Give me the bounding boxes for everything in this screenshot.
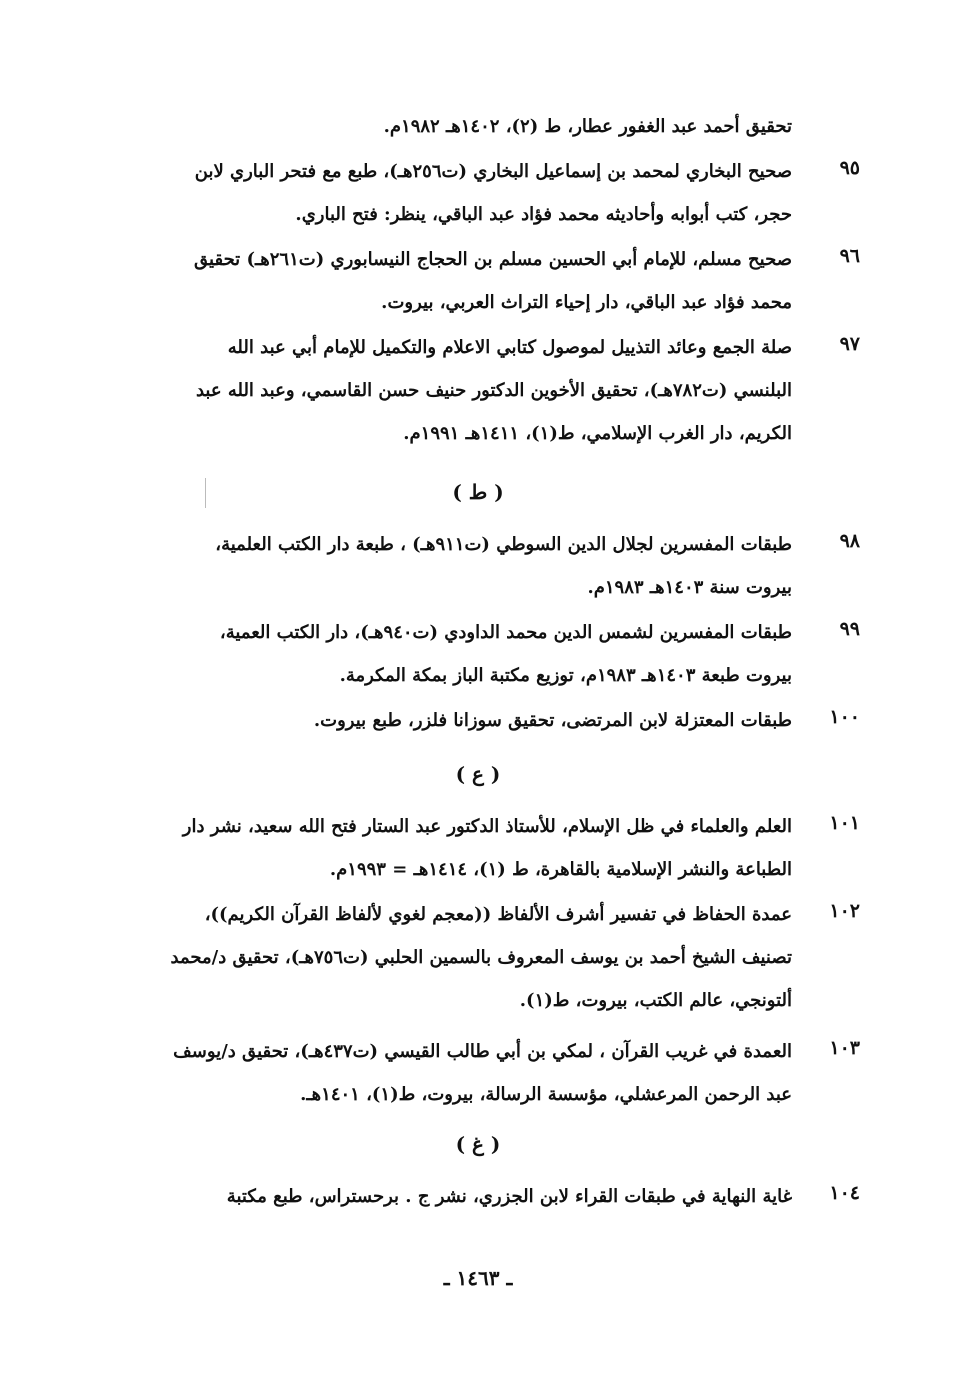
- entry-number: ١٠٠: [829, 706, 860, 728]
- entry-line: بيروت سنة ١٤٠٣هـ ١٩٨٣م.: [587, 577, 792, 598]
- entry-number: ١٠١: [829, 812, 860, 834]
- entry-line: تصنيف الشيخ أحمد بن يوسف المعروف بالسمين الحلبي (ت٧٥٦هـ)، تحقيق د/محمد: [170, 947, 792, 968]
- entry-line: حجر، كتب أبوابه وأحاديثه محمد فؤاد عبد الباقي، ينظر: فتح الباري.: [295, 204, 792, 225]
- entry-line: محمد فؤاد عبد الباقي، دار إحياء التراث العربي، بيروت.: [381, 292, 792, 313]
- entry-number: ٩٦: [839, 245, 860, 267]
- entry-continuation: [140, 105, 792, 148]
- entry-number: ١٠٢: [829, 900, 860, 922]
- section-heading: ( ط ): [452, 480, 504, 504]
- bibliography-entry: [185, 1175, 792, 1218]
- entry-line: صحيح مسلم، للإمام أبي الحسين مسلم بن الحجاج النيسابوري (ت٢٦١هـ) تحقيق: [194, 249, 792, 270]
- entry-number: ٩٩: [839, 618, 860, 640]
- entry-line: طبقات المفسرين لجلال الدين السوطي (ت٩١١هـ) ، طبعة دار الكتب العلمية،: [215, 534, 792, 555]
- entry-line: العلم والعلماء في ظل الإسلام، للأستاذ الدكتور عبد الستار فتح الله سعيد، نشر دار: [182, 816, 792, 837]
- section-heading: ( غ ): [455, 1132, 501, 1156]
- entry-line: عبد الرحمن المرعشلي، مؤسسة الرسالة، بيروت، ط(١)، ١٤٠١هـ.: [300, 1084, 792, 1105]
- bibliography-entry: [135, 1030, 792, 1116]
- entry-line: الطباعة والنشر الإسلامية بالقاهرة، ط (١)، ١٤١٤هـ = ١٩٩٣م.: [329, 859, 792, 880]
- entry-line: العمدة في غريب القرآن ، لمكي بن أبي طالب القيسي (ت٤٣٧هـ)، تحقيق د/يوسف: [173, 1041, 792, 1062]
- bibliography-entry: [160, 523, 792, 609]
- entry-line: صحيح البخاري لمحمد بن إسماعيل البخاري (ت٢٥٦هـ)، طبع مع فتحر الباري لابن: [194, 161, 792, 182]
- bibliography-entry: [128, 805, 792, 891]
- entry-line: غاية النهاية في طبقات القراء لابن الجزري، نشر ج . برحستراس، طبع مكتبة: [226, 1186, 792, 1207]
- bibliography-entry: [135, 150, 792, 236]
- entry-line: بيروت طبعة ١٤٠٣هـ ١٩٨٣م، توزيع مكتبة الباز بمكة المكرمة.: [339, 665, 792, 686]
- entry-number: ١٠٤: [829, 1182, 860, 1204]
- entry-line: طبقات المفسرين لشمس الدين محمد الداودي (ت٩٤٠هـ)، دار الكتب العمية،: [219, 622, 792, 643]
- entry-line: تحقيق أحمد عبد الغفور عطار، ط (٢)، ١٤٠٢هـ ١٩٨٢م.: [383, 116, 792, 137]
- entry-line: طبقات المعتزلة لابن المرتضى، تحقيق سوزانا فلزر، طبع بيروت.: [313, 710, 792, 731]
- bibliography-entry: [160, 611, 792, 697]
- entry-line: الكريم، دار الغرب الإسلامي، ط(١)، ١٤١١هـ ١٩٩١م.: [403, 423, 792, 444]
- bibliography-entry: [135, 238, 792, 324]
- entry-number: ٩٥: [839, 157, 860, 179]
- scan-mark: [205, 478, 206, 508]
- entry-line: عمدة الحفاظ في تفسير أشرف الألفاظ ((معجم لغوي لألفاظ القرآن الكريم))،: [204, 904, 792, 925]
- entry-number: ١٠٣: [829, 1037, 860, 1059]
- bibliography-entry: [135, 893, 792, 1022]
- entry-line: البلنسي (ت٧٨٢هـ)، تحقيق الأخوين الدكتور حنيف حسن القاسمي، وعبد الله عبد: [195, 380, 792, 401]
- bibliography-entry: [160, 699, 792, 742]
- entry-line: صلة الجمع وعائد التذييل لموصول كتابي الاعلام والتكميل للإمام أبي عبد الله: [227, 337, 792, 358]
- entry-line: ألتونجي، عالم الكتب، بيروت، ط(١).: [519, 990, 792, 1011]
- section-heading: ( ع ): [455, 762, 501, 786]
- page-number: ـ ١٤٦٣ ـ: [443, 1266, 513, 1290]
- entry-number: ٩٨: [839, 530, 860, 552]
- entry-number: ٩٧: [839, 333, 860, 355]
- bibliography-entry: [135, 326, 792, 455]
